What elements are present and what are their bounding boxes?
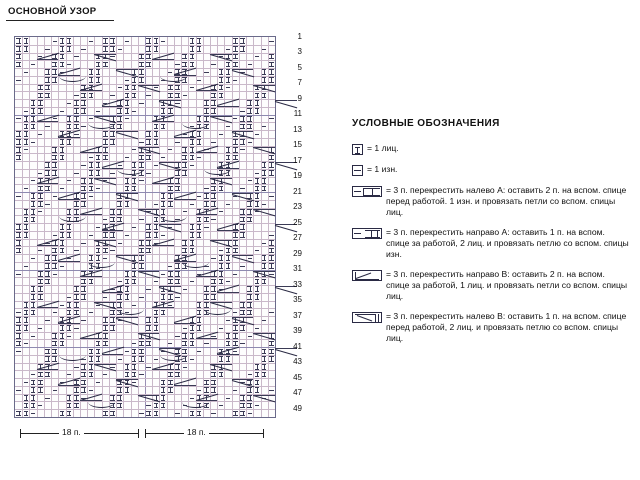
- legend-item: [352, 269, 630, 302]
- knit-stitch-icon: [352, 144, 363, 155]
- row-number: 1: [297, 31, 302, 41]
- legend-item-text: = 1 лиц.: [367, 143, 399, 153]
- row-number: 33: [293, 279, 302, 289]
- row-number: 15: [293, 140, 302, 150]
- chart-symbols: [15, 37, 275, 417]
- row-number: 47: [293, 388, 302, 398]
- knitting-chart: [14, 36, 276, 418]
- purl-stitch-icon: [352, 165, 363, 176]
- row-number: 39: [293, 326, 302, 336]
- page-title: ОСНОВНОЙ УЗОР: [8, 6, 97, 17]
- title-underline: [6, 20, 114, 21]
- legend-title: УСЛОВНЫЕ ОБОЗНАЧЕНИЯ: [352, 118, 500, 129]
- row-number: 45: [293, 372, 302, 382]
- row-number: 35: [293, 295, 302, 305]
- legend-item-text: = 1 изн.: [367, 164, 398, 174]
- row-number: 7: [297, 78, 302, 88]
- chart-grid: [14, 36, 276, 418]
- row-number: 43: [293, 357, 302, 367]
- row-number: 37: [293, 310, 302, 320]
- repeat-indicator: [14, 424, 276, 448]
- cable-3-left-b-icon: [352, 312, 382, 323]
- repeat-cap-4: [263, 429, 264, 438]
- row-number: 3: [297, 47, 302, 56]
- row-number: 11: [293, 109, 302, 119]
- legend-item: [352, 311, 630, 344]
- repeat-label-right: 18 п.: [184, 427, 209, 437]
- cable-3-right-b-icon: [352, 270, 382, 281]
- legend-item: [352, 143, 630, 155]
- legend-item-text: = 3 п. перекрестить налево А: оставить 2 п. на вспом. спице перед работой. 1 изн. и провязать петли со вспом. спицы лиц.: [386, 185, 627, 217]
- row-number: 17: [293, 155, 302, 165]
- repeat-label-left: 18 п.: [59, 427, 84, 437]
- legend-item-text: = 3 п. перекрестить направо В: оставить 2 п. на вспом. спице за работой, 1 лиц. и провязать петли со вспом. спицы лиц.: [386, 269, 628, 301]
- repeat-cap-3: [145, 429, 146, 438]
- legend-item-text: = 3 п. перекрестить налево В: оставить 1 п. на вспом. спице перед работой, 2 лиц. и провязать петлю со вспом. спицы лиц.: [386, 311, 627, 343]
- row-number: 9: [297, 93, 302, 103]
- cable-3-right-a-icon: [352, 228, 382, 239]
- row-number: 13: [293, 124, 302, 134]
- row-number: 41: [293, 341, 302, 351]
- legend-item: [352, 185, 630, 218]
- repeat-cap-1: [20, 429, 21, 438]
- row-number: 23: [293, 202, 302, 212]
- legend: [352, 118, 630, 353]
- cable-3-left-a-icon: [352, 186, 382, 197]
- row-number: 29: [293, 248, 302, 258]
- row-number: 31: [293, 264, 302, 274]
- row-number: 49: [293, 403, 302, 413]
- repeat-cap-2: [138, 429, 139, 438]
- row-number: 5: [297, 62, 302, 72]
- legend-item: [352, 164, 630, 176]
- row-number: 27: [293, 233, 302, 243]
- legend-item-text: = 3 п. перекрестить направо А: оставить 1 п. на вспом. спице за работой, 2 лиц. и провязать петлю со вспом. спицы изн.: [386, 227, 629, 259]
- row-number-axis: [280, 31, 302, 418]
- row-number: 25: [293, 217, 302, 227]
- row-number: 19: [293, 171, 302, 181]
- row-number: 21: [293, 186, 302, 196]
- legend-item: [352, 227, 630, 260]
